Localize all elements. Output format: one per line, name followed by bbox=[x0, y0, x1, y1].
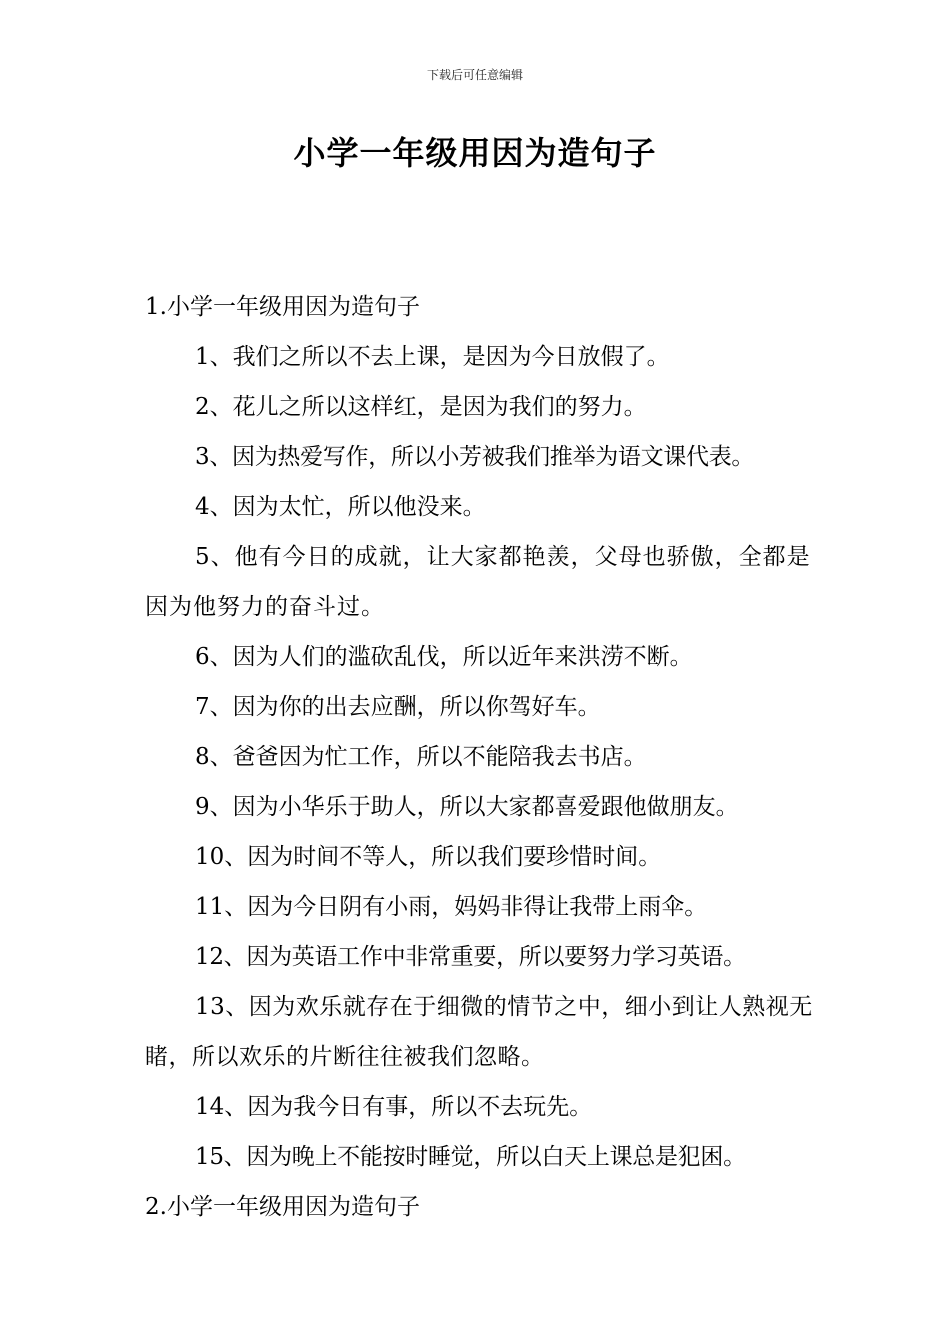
list-item: 11、因为今日阴有小雨，妈妈非得让我带上雨伞。 bbox=[195, 894, 708, 920]
list-item: 9、因为小华乐于助人，所以大家都喜爱跟他做朋友。 bbox=[195, 794, 739, 820]
header-note: 下载后可任意编辑 bbox=[426, 68, 523, 82]
list-item: 4、因为太忙，所以他没来。 bbox=[195, 494, 486, 520]
section-heading-2: 2.小学一年级用因为造句子 bbox=[145, 1194, 420, 1220]
list-item: 15、因为晚上不能按时睡觉，所以白天上课总是犯困。 bbox=[195, 1144, 746, 1170]
list-item: 2、花儿之所以这样红，是因为我们的努力。 bbox=[195, 394, 647, 420]
page-title: 小学一年级用因为造句子 bbox=[293, 134, 657, 172]
list-item: 7、因为你的出去应酬，所以你驾好车。 bbox=[195, 694, 601, 720]
list-item: 12、因为英语工作中非常重要，所以要努力学习英语。 bbox=[195, 944, 746, 970]
list-item: 10、因为时间不等人，所以我们要珍惜时间。 bbox=[195, 844, 662, 870]
list-item: 1、我们之所以不去上课，是因为今日放假了。 bbox=[195, 344, 670, 370]
list-item: 6、因为人们的滥砍乱伐，所以近年来洪涝不断。 bbox=[195, 644, 693, 670]
list-item: 13、因为欢乐就存在于细微的情节之中，细小到让人熟视无睹，所以欢乐的片断往往被我们忽略。 bbox=[145, 994, 813, 1070]
list-item: 5、他有今日的成就，让大家都艳羡，父母也骄傲，全都是因为他努力的奋斗过。 bbox=[145, 544, 811, 620]
list-item: 8、爸爸因为忙工作，所以不能陪我去书店。 bbox=[195, 744, 647, 770]
document-body bbox=[145, 282, 815, 1232]
section-heading-1: 1.小学一年级用因为造句子 bbox=[145, 294, 420, 320]
list-item: 3、因为热爱写作，所以小芳被我们推举为语文课代表。 bbox=[195, 444, 755, 470]
list-item: 14、因为我今日有事，所以不去玩先。 bbox=[195, 1094, 593, 1120]
